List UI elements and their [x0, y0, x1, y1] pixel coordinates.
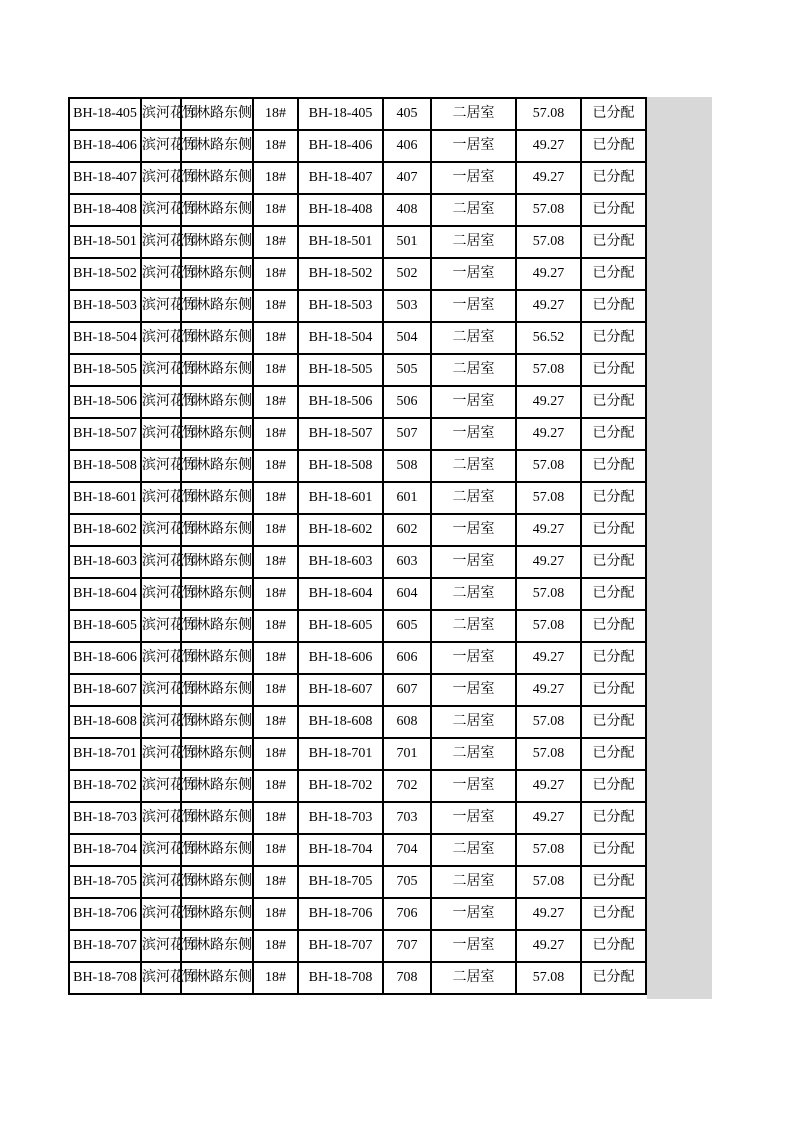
- unit-code-repeat-cell: BH-18-704: [298, 834, 383, 866]
- status-cell: 已分配: [581, 770, 646, 802]
- table-row: [69, 418, 646, 450]
- unit-code-cell: BH-18-701: [69, 738, 141, 770]
- location-cell: 竹林路东侧: [181, 130, 253, 162]
- room-number-cell: 502: [383, 258, 431, 290]
- status-cell: 已分配: [581, 290, 646, 322]
- location-cell: 竹林路东侧: [181, 898, 253, 930]
- table-row: [69, 290, 646, 322]
- area-cell: 57.08: [516, 482, 581, 514]
- location-cell: 竹林路东侧: [181, 546, 253, 578]
- location-cell: 竹林路东侧: [181, 962, 253, 994]
- room-type-cell: 一居室: [431, 674, 516, 706]
- unit-code-repeat-cell: BH-18-602: [298, 514, 383, 546]
- unit-code-repeat-cell: BH-18-508: [298, 450, 383, 482]
- location-cell: 竹林路东侧: [181, 770, 253, 802]
- status-cell: 已分配: [581, 162, 646, 194]
- room-number-cell: 708: [383, 962, 431, 994]
- community-cell: 滨河花园: [141, 802, 181, 834]
- unit-code-repeat-cell: BH-18-604: [298, 578, 383, 610]
- area-cell: 57.08: [516, 578, 581, 610]
- location-cell: 竹林路东侧: [181, 258, 253, 290]
- area-cell: 49.27: [516, 642, 581, 674]
- room-number-cell: 507: [383, 418, 431, 450]
- building-number-cell: 18#: [253, 354, 298, 386]
- room-number-cell: 501: [383, 226, 431, 258]
- table-row: [69, 706, 646, 738]
- location-cell: 竹林路东侧: [181, 930, 253, 962]
- area-cell: 49.27: [516, 898, 581, 930]
- unit-code-cell: BH-18-704: [69, 834, 141, 866]
- community-cell: 滨河花园: [141, 930, 181, 962]
- room-type-cell: 一居室: [431, 898, 516, 930]
- status-cell: 已分配: [581, 194, 646, 226]
- table-row: [69, 162, 646, 194]
- location-cell: 竹林路东侧: [181, 194, 253, 226]
- location-cell: 竹林路东侧: [181, 450, 253, 482]
- unit-code-repeat-cell: BH-18-501: [298, 226, 383, 258]
- area-cell: 49.27: [516, 130, 581, 162]
- status-cell: 已分配: [581, 674, 646, 706]
- building-number-cell: 18#: [253, 770, 298, 802]
- room-type-cell: 二居室: [431, 98, 516, 130]
- building-number-cell: 18#: [253, 514, 298, 546]
- room-number-cell: 704: [383, 834, 431, 866]
- location-cell: 竹林路东侧: [181, 226, 253, 258]
- unit-code-cell: BH-18-407: [69, 162, 141, 194]
- room-type-cell: 一居室: [431, 386, 516, 418]
- building-number-cell: 18#: [253, 418, 298, 450]
- room-number-cell: 707: [383, 930, 431, 962]
- community-cell: 滨河花园: [141, 130, 181, 162]
- location-cell: 竹林路东侧: [181, 418, 253, 450]
- location-cell: 竹林路东侧: [181, 802, 253, 834]
- table-row: [69, 226, 646, 258]
- building-number-cell: 18#: [253, 834, 298, 866]
- unit-code-repeat-cell: BH-18-706: [298, 898, 383, 930]
- unit-code-repeat-cell: BH-18-603: [298, 546, 383, 578]
- community-cell: 滨河花园: [141, 514, 181, 546]
- room-number-cell: 607: [383, 674, 431, 706]
- table-row: [69, 546, 646, 578]
- table-row: [69, 514, 646, 546]
- room-type-cell: 一居室: [431, 770, 516, 802]
- building-number-cell: 18#: [253, 866, 298, 898]
- status-cell: 已分配: [581, 738, 646, 770]
- room-number-cell: 504: [383, 322, 431, 354]
- area-cell: 49.27: [516, 546, 581, 578]
- location-cell: 竹林路东侧: [181, 514, 253, 546]
- community-cell: 滨河花园: [141, 258, 181, 290]
- unit-code-cell: BH-18-707: [69, 930, 141, 962]
- area-cell: 57.08: [516, 194, 581, 226]
- room-type-cell: 二居室: [431, 610, 516, 642]
- room-type-cell: 二居室: [431, 482, 516, 514]
- unit-code-cell: BH-18-408: [69, 194, 141, 226]
- unit-code-cell: BH-18-508: [69, 450, 141, 482]
- unit-code-cell: BH-18-503: [69, 290, 141, 322]
- status-cell: 已分配: [581, 450, 646, 482]
- room-number-cell: 601: [383, 482, 431, 514]
- building-number-cell: 18#: [253, 450, 298, 482]
- unit-code-cell: BH-18-601: [69, 482, 141, 514]
- unit-code-cell: BH-18-604: [69, 578, 141, 610]
- area-cell: 49.27: [516, 514, 581, 546]
- building-number-cell: 18#: [253, 610, 298, 642]
- status-cell: 已分配: [581, 418, 646, 450]
- unit-code-repeat-cell: BH-18-504: [298, 322, 383, 354]
- building-number-cell: 18#: [253, 482, 298, 514]
- community-cell: 滨河花园: [141, 866, 181, 898]
- room-type-cell: 二居室: [431, 706, 516, 738]
- community-cell: 滨河花园: [141, 898, 181, 930]
- room-type-cell: 一居室: [431, 642, 516, 674]
- community-cell: 滨河花园: [141, 290, 181, 322]
- building-number-cell: 18#: [253, 898, 298, 930]
- room-number-cell: 407: [383, 162, 431, 194]
- status-cell: 已分配: [581, 834, 646, 866]
- table-row: [69, 898, 646, 930]
- unit-code-repeat-cell: BH-18-505: [298, 354, 383, 386]
- table-row: [69, 578, 646, 610]
- community-cell: 滨河花园: [141, 162, 181, 194]
- room-type-cell: 二居室: [431, 866, 516, 898]
- unit-code-cell: BH-18-703: [69, 802, 141, 834]
- building-number-cell: 18#: [253, 706, 298, 738]
- allocation-table: [68, 97, 647, 995]
- community-cell: 滨河花园: [141, 674, 181, 706]
- unit-code-cell: BH-18-605: [69, 610, 141, 642]
- unit-code-cell: BH-18-502: [69, 258, 141, 290]
- status-cell: 已分配: [581, 482, 646, 514]
- community-cell: 滨河花园: [141, 706, 181, 738]
- room-number-cell: 706: [383, 898, 431, 930]
- status-cell: 已分配: [581, 866, 646, 898]
- room-type-cell: 一居室: [431, 546, 516, 578]
- community-cell: 滨河花园: [141, 450, 181, 482]
- unit-code-repeat-cell: BH-18-705: [298, 866, 383, 898]
- area-cell: 49.27: [516, 258, 581, 290]
- table-row: [69, 98, 646, 130]
- room-number-cell: 405: [383, 98, 431, 130]
- room-type-cell: 二居室: [431, 834, 516, 866]
- room-type-cell: 二居室: [431, 354, 516, 386]
- room-number-cell: 605: [383, 610, 431, 642]
- location-cell: 竹林路东侧: [181, 578, 253, 610]
- area-cell: 57.08: [516, 354, 581, 386]
- location-cell: 竹林路东侧: [181, 706, 253, 738]
- table-row: [69, 386, 646, 418]
- unit-code-repeat-cell: BH-18-703: [298, 802, 383, 834]
- building-number-cell: 18#: [253, 642, 298, 674]
- location-cell: 竹林路东侧: [181, 322, 253, 354]
- unit-code-repeat-cell: BH-18-502: [298, 258, 383, 290]
- unit-code-repeat-cell: BH-18-601: [298, 482, 383, 514]
- community-cell: 滨河花园: [141, 578, 181, 610]
- room-number-cell: 703: [383, 802, 431, 834]
- unit-code-cell: BH-18-705: [69, 866, 141, 898]
- table-row: [69, 802, 646, 834]
- room-number-cell: 506: [383, 386, 431, 418]
- building-number-cell: 18#: [253, 130, 298, 162]
- room-type-cell: 二居室: [431, 226, 516, 258]
- building-number-cell: 18#: [253, 258, 298, 290]
- area-cell: 49.27: [516, 418, 581, 450]
- table-row: [69, 930, 646, 962]
- room-number-cell: 608: [383, 706, 431, 738]
- location-cell: 竹林路东侧: [181, 290, 253, 322]
- community-cell: 滨河花园: [141, 482, 181, 514]
- table-row: [69, 674, 646, 706]
- status-cell: 已分配: [581, 98, 646, 130]
- unit-code-cell: BH-18-602: [69, 514, 141, 546]
- building-number-cell: 18#: [253, 578, 298, 610]
- room-number-cell: 408: [383, 194, 431, 226]
- area-cell: 56.52: [516, 322, 581, 354]
- unit-code-repeat-cell: BH-18-701: [298, 738, 383, 770]
- area-cell: 57.08: [516, 834, 581, 866]
- status-cell: 已分配: [581, 258, 646, 290]
- area-cell: 57.08: [516, 866, 581, 898]
- allocation-table-body: [69, 98, 646, 994]
- unit-code-repeat-cell: BH-18-405: [298, 98, 383, 130]
- location-cell: 竹林路东侧: [181, 98, 253, 130]
- area-cell: 49.27: [516, 770, 581, 802]
- unit-code-cell: BH-18-708: [69, 962, 141, 994]
- unit-code-cell: BH-18-507: [69, 418, 141, 450]
- area-cell: 49.27: [516, 802, 581, 834]
- location-cell: 竹林路东侧: [181, 866, 253, 898]
- status-cell: 已分配: [581, 130, 646, 162]
- unit-code-cell: BH-18-606: [69, 642, 141, 674]
- status-cell: 已分配: [581, 962, 646, 994]
- room-number-cell: 606: [383, 642, 431, 674]
- location-cell: 竹林路东侧: [181, 642, 253, 674]
- status-cell: 已分配: [581, 578, 646, 610]
- table-row: [69, 610, 646, 642]
- status-cell: 已分配: [581, 642, 646, 674]
- room-number-cell: 508: [383, 450, 431, 482]
- unit-code-cell: BH-18-706: [69, 898, 141, 930]
- unit-code-cell: BH-18-504: [69, 322, 141, 354]
- unit-code-repeat-cell: BH-18-606: [298, 642, 383, 674]
- room-type-cell: 一居室: [431, 162, 516, 194]
- room-number-cell: 505: [383, 354, 431, 386]
- table-row: [69, 354, 646, 386]
- status-cell: 已分配: [581, 386, 646, 418]
- area-cell: 49.27: [516, 162, 581, 194]
- area-cell: 57.08: [516, 450, 581, 482]
- unit-code-repeat-cell: BH-18-607: [298, 674, 383, 706]
- unit-code-repeat-cell: BH-18-406: [298, 130, 383, 162]
- community-cell: 滨河花园: [141, 610, 181, 642]
- room-type-cell: 一居室: [431, 290, 516, 322]
- unit-code-repeat-cell: BH-18-407: [298, 162, 383, 194]
- status-cell: 已分配: [581, 514, 646, 546]
- room-type-cell: 一居室: [431, 130, 516, 162]
- room-number-cell: 701: [383, 738, 431, 770]
- area-cell: 57.08: [516, 706, 581, 738]
- table-row: [69, 866, 646, 898]
- room-type-cell: 二居室: [431, 738, 516, 770]
- area-cell: 57.08: [516, 610, 581, 642]
- area-cell: 49.27: [516, 674, 581, 706]
- unit-code-cell: BH-18-607: [69, 674, 141, 706]
- status-cell: 已分配: [581, 802, 646, 834]
- table-row: [69, 962, 646, 994]
- building-number-cell: 18#: [253, 290, 298, 322]
- location-cell: 竹林路东侧: [181, 354, 253, 386]
- community-cell: 滨河花园: [141, 770, 181, 802]
- unit-code-cell: BH-18-603: [69, 546, 141, 578]
- building-number-cell: 18#: [253, 386, 298, 418]
- room-number-cell: 702: [383, 770, 431, 802]
- community-cell: 滨河花园: [141, 386, 181, 418]
- unit-code-repeat-cell: BH-18-707: [298, 930, 383, 962]
- table-row: [69, 738, 646, 770]
- unit-code-cell: BH-18-406: [69, 130, 141, 162]
- unit-code-repeat-cell: BH-18-702: [298, 770, 383, 802]
- building-number-cell: 18#: [253, 322, 298, 354]
- building-number-cell: 18#: [253, 802, 298, 834]
- community-cell: 滨河花园: [141, 546, 181, 578]
- area-cell: 57.08: [516, 98, 581, 130]
- building-number-cell: 18#: [253, 98, 298, 130]
- location-cell: 竹林路东侧: [181, 610, 253, 642]
- table-row: [69, 130, 646, 162]
- building-number-cell: 18#: [253, 930, 298, 962]
- unit-code-repeat-cell: BH-18-506: [298, 386, 383, 418]
- unit-code-repeat-cell: BH-18-608: [298, 706, 383, 738]
- room-type-cell: 二居室: [431, 322, 516, 354]
- status-cell: 已分配: [581, 706, 646, 738]
- community-cell: 滨河花园: [141, 418, 181, 450]
- location-cell: 竹林路东侧: [181, 386, 253, 418]
- room-type-cell: 二居室: [431, 578, 516, 610]
- status-cell: 已分配: [581, 226, 646, 258]
- room-type-cell: 一居室: [431, 802, 516, 834]
- area-cell: 57.08: [516, 738, 581, 770]
- building-number-cell: 18#: [253, 546, 298, 578]
- unit-code-cell: BH-18-405: [69, 98, 141, 130]
- table-row: [69, 194, 646, 226]
- location-cell: 竹林路东侧: [181, 162, 253, 194]
- room-number-cell: 503: [383, 290, 431, 322]
- location-cell: 竹林路东侧: [181, 674, 253, 706]
- unit-code-cell: BH-18-505: [69, 354, 141, 386]
- community-cell: 滨河花园: [141, 834, 181, 866]
- area-cell: 57.08: [516, 226, 581, 258]
- room-type-cell: 一居室: [431, 514, 516, 546]
- right-shaded-strip: [647, 97, 712, 999]
- community-cell: 滨河花园: [141, 354, 181, 386]
- table-row: [69, 482, 646, 514]
- area-cell: 49.27: [516, 386, 581, 418]
- unit-code-repeat-cell: BH-18-708: [298, 962, 383, 994]
- room-type-cell: 二居室: [431, 450, 516, 482]
- community-cell: 滨河花园: [141, 738, 181, 770]
- room-number-cell: 602: [383, 514, 431, 546]
- unit-code-repeat-cell: BH-18-605: [298, 610, 383, 642]
- room-number-cell: 406: [383, 130, 431, 162]
- community-cell: 滨河花园: [141, 322, 181, 354]
- building-number-cell: 18#: [253, 226, 298, 258]
- location-cell: 竹林路东侧: [181, 834, 253, 866]
- building-number-cell: 18#: [253, 162, 298, 194]
- room-type-cell: 一居室: [431, 418, 516, 450]
- unit-code-cell: BH-18-608: [69, 706, 141, 738]
- status-cell: 已分配: [581, 898, 646, 930]
- building-number-cell: 18#: [253, 194, 298, 226]
- table-row: [69, 770, 646, 802]
- area-cell: 49.27: [516, 290, 581, 322]
- community-cell: 滨河花园: [141, 226, 181, 258]
- table-row: [69, 258, 646, 290]
- room-type-cell: 一居室: [431, 258, 516, 290]
- area-cell: 57.08: [516, 962, 581, 994]
- unit-code-repeat-cell: BH-18-503: [298, 290, 383, 322]
- status-cell: 已分配: [581, 322, 646, 354]
- room-number-cell: 705: [383, 866, 431, 898]
- community-cell: 滨河花园: [141, 194, 181, 226]
- status-cell: 已分配: [581, 610, 646, 642]
- status-cell: 已分配: [581, 354, 646, 386]
- room-number-cell: 604: [383, 578, 431, 610]
- room-type-cell: 二居室: [431, 194, 516, 226]
- community-cell: 滨河花园: [141, 962, 181, 994]
- status-cell: 已分配: [581, 930, 646, 962]
- unit-code-cell: BH-18-702: [69, 770, 141, 802]
- status-cell: 已分配: [581, 546, 646, 578]
- community-cell: 滨河花园: [141, 642, 181, 674]
- building-number-cell: 18#: [253, 674, 298, 706]
- room-type-cell: 二居室: [431, 962, 516, 994]
- unit-code-repeat-cell: BH-18-507: [298, 418, 383, 450]
- table-row: [69, 322, 646, 354]
- area-cell: 49.27: [516, 930, 581, 962]
- building-number-cell: 18#: [253, 738, 298, 770]
- table-row: [69, 834, 646, 866]
- room-type-cell: 一居室: [431, 930, 516, 962]
- building-number-cell: 18#: [253, 962, 298, 994]
- community-cell: 滨河花园: [141, 98, 181, 130]
- unit-code-repeat-cell: BH-18-408: [298, 194, 383, 226]
- location-cell: 竹林路东侧: [181, 738, 253, 770]
- unit-code-cell: BH-18-506: [69, 386, 141, 418]
- room-number-cell: 603: [383, 546, 431, 578]
- table-row: [69, 450, 646, 482]
- table-row: [69, 642, 646, 674]
- location-cell: 竹林路东侧: [181, 482, 253, 514]
- unit-code-cell: BH-18-501: [69, 226, 141, 258]
